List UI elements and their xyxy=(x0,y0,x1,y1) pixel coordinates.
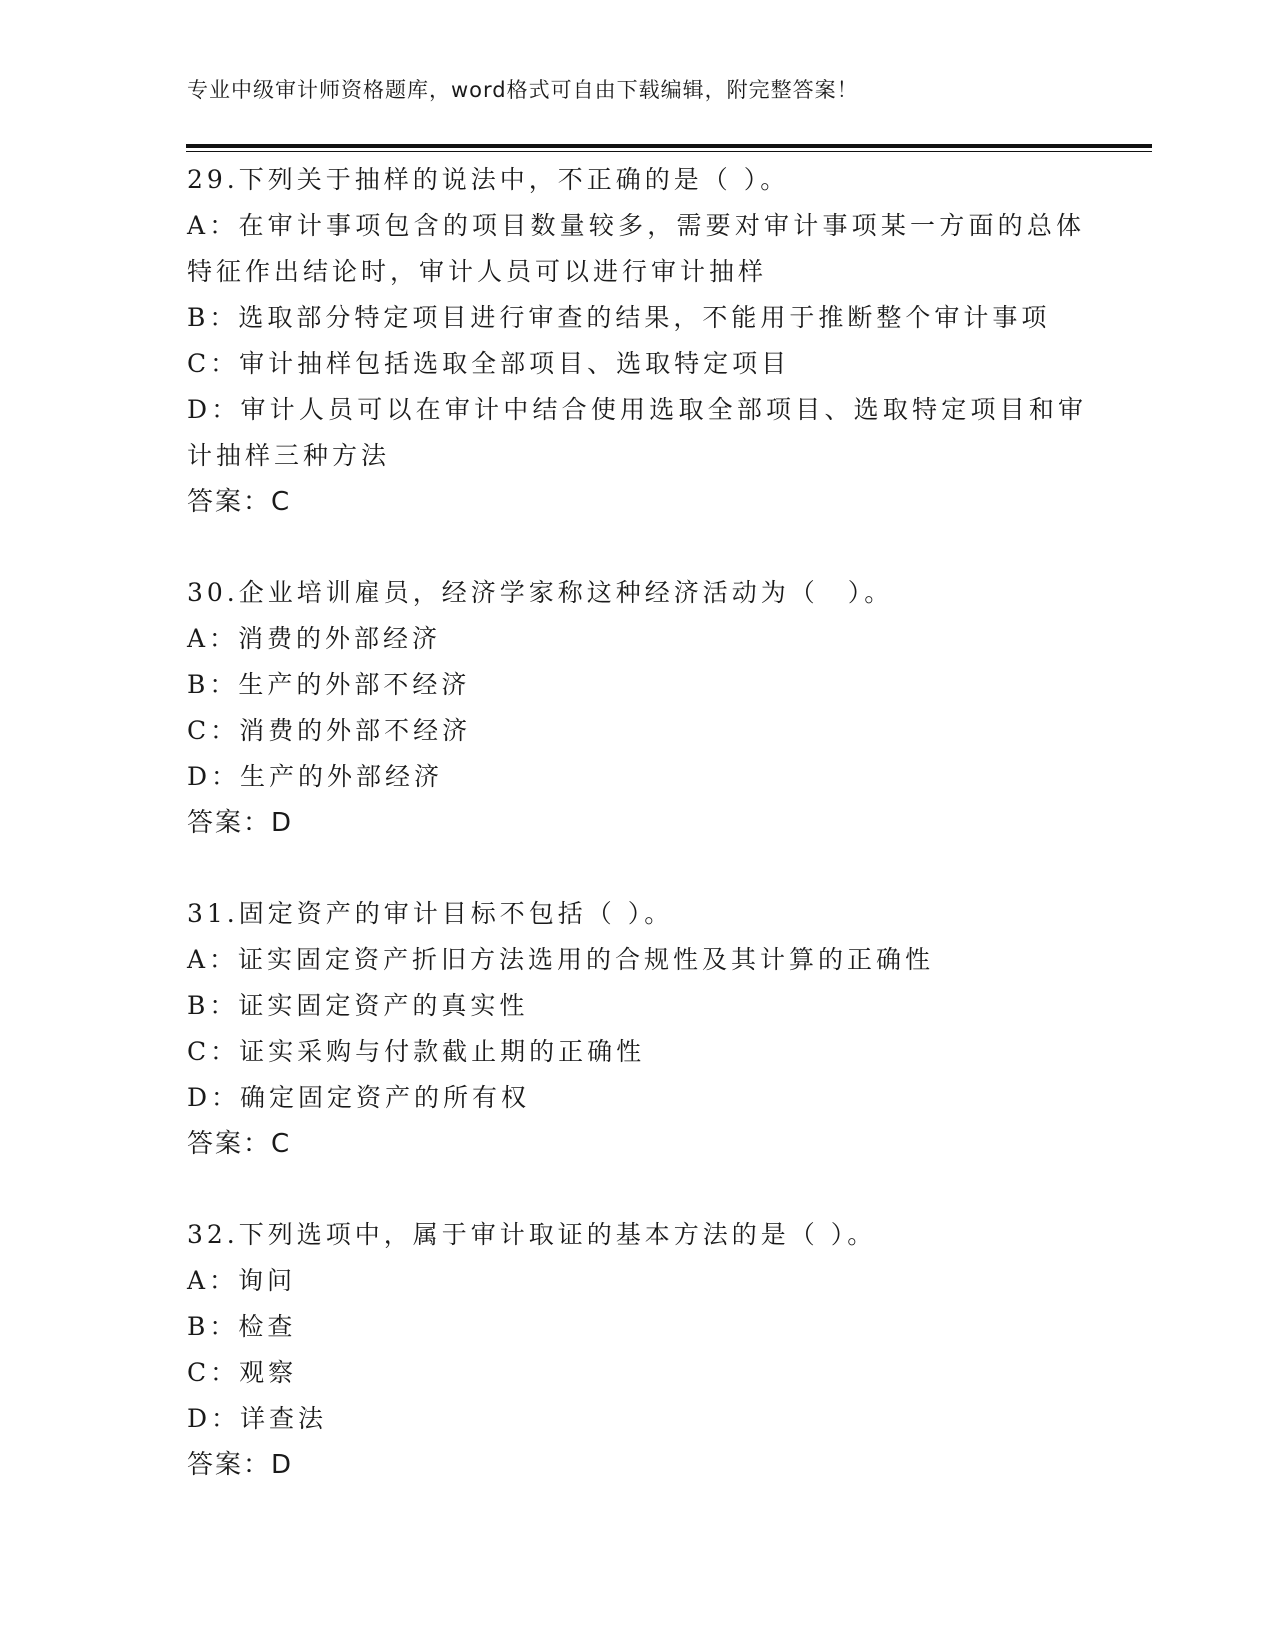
question-stem: 29.下列关于抽样的说法中，不正确的是（ ）。 xyxy=(187,165,790,194)
option-b: B：生产的外部不经济 xyxy=(187,670,471,699)
option-c: C：审计抽样包括选取全部项目、选取特定项目 xyxy=(187,349,791,378)
question-list xyxy=(187,157,1087,1488)
option-c: C：证实采购与付款截止期的正确性 xyxy=(187,1037,646,1066)
question-stem: 31.固定资产的审计目标不包括（ ）。 xyxy=(187,899,674,928)
question-30 xyxy=(187,570,1087,846)
question-31 xyxy=(187,891,1087,1167)
question-32 xyxy=(187,1212,1087,1488)
answer: 答案：D xyxy=(187,1450,294,1480)
option-c: C：观察 xyxy=(187,1358,298,1387)
option-d-continued: 计抽样三种方法 xyxy=(187,441,391,470)
question-stem: 30.企业培训雇员，经济学家称这种经济活动为（ ）。 xyxy=(187,578,894,607)
option-d: D：详查法 xyxy=(187,1404,328,1433)
option-a: A：询问 xyxy=(187,1266,297,1295)
page-header: 专业中级审计师资格题库，word格式可自由下载编辑，附完整答案！ xyxy=(187,78,859,102)
question-29 xyxy=(187,157,1087,525)
header-divider-thick xyxy=(186,144,1152,148)
question-stem: 32.下列选项中，属于审计取证的基本方法的是（ ）。 xyxy=(187,1220,877,1249)
answer: 答案：D xyxy=(187,808,294,838)
option-b: B：检查 xyxy=(187,1312,297,1341)
answer: 答案：C xyxy=(187,1129,292,1159)
option-b: B：选取部分特定项目进行审查的结果，不能用于推断整个审计事项 xyxy=(187,303,1051,332)
option-c: C：消费的外部不经济 xyxy=(187,716,472,745)
option-a-continued: 特征作出结论时，审计人员可以进行审计抽样 xyxy=(187,257,768,286)
option-d: D：确定固定资产的所有权 xyxy=(187,1083,531,1112)
option-a: A：消费的外部经济 xyxy=(187,624,442,653)
option-d: D：审计人员可以在审计中结合使用选取全部项目、选取特定项目和审 xyxy=(187,395,1088,424)
answer: 答案：C xyxy=(187,487,292,517)
option-b: B：证实固定资产的真实性 xyxy=(187,991,529,1020)
option-a: A：证实固定资产折旧方法选用的合规性及其计算的正确性 xyxy=(187,945,935,974)
option-a: A：在审计事项包含的项目数量较多，需要对审计事项某一方面的总体 xyxy=(187,211,1086,240)
header-divider-thin xyxy=(186,151,1152,152)
option-d: D：生产的外部经济 xyxy=(187,762,444,791)
